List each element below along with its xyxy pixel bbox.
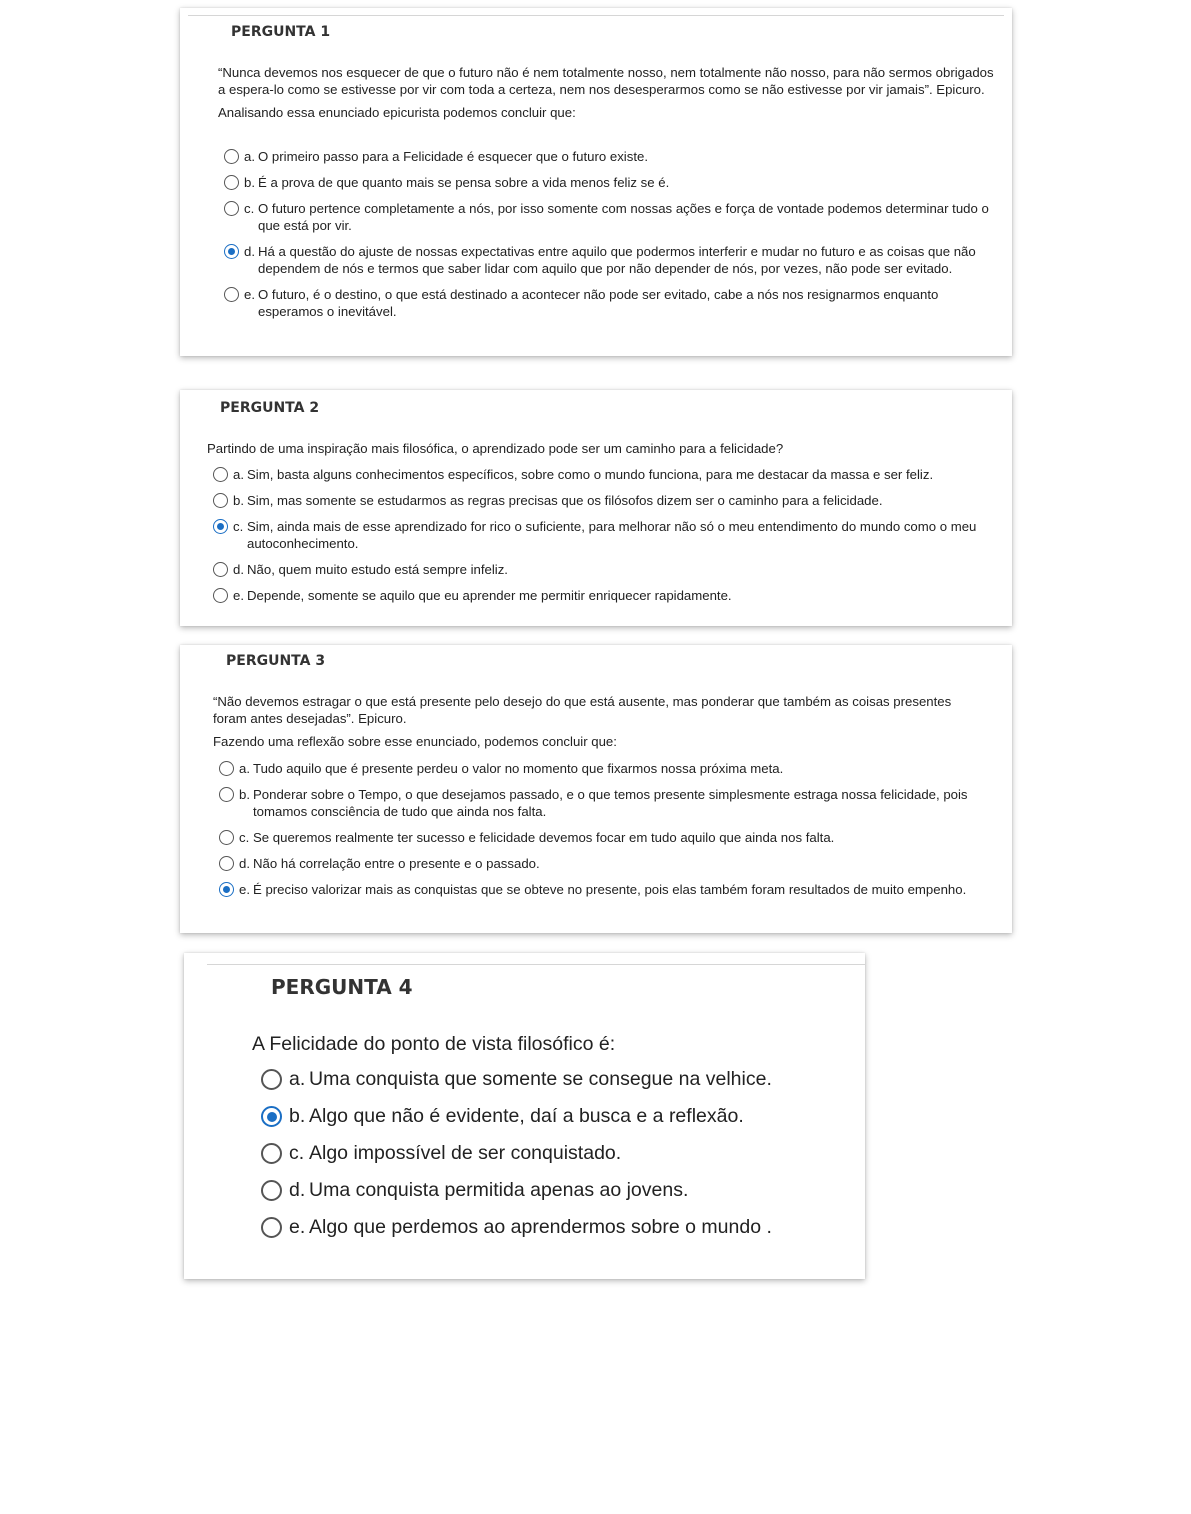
option-letter: a. — [289, 1068, 306, 1090]
radio-button-checked-icon[interactable] — [213, 519, 228, 534]
divider — [188, 15, 1004, 16]
question-card-1 — [180, 8, 1012, 356]
option-text: O primeiro passo para a Felicidade é esquecer que o futuro existe. — [258, 149, 648, 164]
option-letter: b. — [239, 787, 250, 802]
option-text: Algo que não é evidente, daí a busca e a reflexão. — [309, 1105, 744, 1127]
radio-button-icon[interactable] — [261, 1069, 282, 1090]
option-text: Algo impossível de ser conquistado. — [309, 1142, 622, 1164]
stem-paragraph: A Felicidade do ponto de vista filosófico é: — [252, 1033, 616, 1055]
radio-button-icon[interactable] — [213, 588, 228, 603]
option-letter: e. — [233, 588, 244, 603]
option-d[interactable] — [219, 855, 1004, 872]
radio-button-icon[interactable] — [261, 1180, 282, 1201]
option-text: Há a questão do ajuste de nossas expectativas entre aquilo que podermos interferir e mudar no futuro e as coisas que não dependem de nós e termos que saber lidar com aquilo que por não depender de nós, por vezes, não pode ser evitado. — [258, 244, 976, 276]
radio-button-icon[interactable] — [213, 493, 228, 508]
option-letter: d. — [233, 562, 244, 577]
option-text: Uma conquista permitida apenas ao jovens. — [309, 1179, 689, 1201]
option-letter: c. — [289, 1142, 305, 1164]
radio-button-icon[interactable] — [219, 856, 234, 871]
option-letter: a. — [244, 149, 255, 164]
stem-paragraph: Analisando essa enunciado epicurista podemos concluir que: — [218, 105, 576, 120]
option-letter: a. — [239, 761, 250, 776]
option-text: O futuro, é o destino, o que está destinado a acontecer não pode ser evitado, cabe a nós nos resignarmos enquanto esperamos o inevitável. — [258, 287, 939, 319]
stem-paragraph: “Nunca devemos nos esquecer de que o futuro não é nem totalmente nosso, nem totalmente não nosso, para não sermos obrigados a espera-lo como se estivesse por vir com toda a certeza, nem nos desesperarmos como se não estivesse por vir jamais”. Epicuro. — [218, 65, 994, 97]
option-text: É a prova de que quanto mais se pensa sobre a vida menos feliz se é. — [258, 175, 670, 190]
option-a[interactable] — [224, 148, 1000, 165]
stem-paragraph: “Não devemos estragar o que está presente pelo desejo do que está ausente, mas ponderar que também as coisas presentes foram antes desejadas”. Epicuro. — [213, 694, 952, 726]
radio-button-icon[interactable] — [224, 175, 239, 190]
option-text: Uma conquista que somente se consegue na velhice. — [309, 1068, 772, 1090]
option-letter: d. — [239, 856, 250, 871]
option-text: Tudo aquilo que é presente perdeu o valor no momento que fixarmos nossa próxima meta. — [253, 761, 784, 776]
option-letter: b. — [244, 175, 255, 190]
option-c[interactable] — [261, 1141, 851, 1165]
option-d[interactable] — [261, 1178, 851, 1202]
option-a[interactable] — [219, 760, 1004, 777]
question-card-4 — [184, 953, 865, 1279]
option-text: É preciso valorizar mais as conquistas que se obteve no presente, pois elas também foram resultados de muito empenho. — [253, 882, 967, 897]
options-list — [219, 760, 1004, 907]
option-letter: d. — [244, 244, 255, 259]
option-letter: a. — [233, 467, 244, 482]
option-letter: c. — [244, 201, 255, 216]
option-b[interactable] — [224, 174, 1000, 191]
option-c[interactable] — [219, 829, 1004, 846]
radio-button-checked-icon[interactable] — [261, 1106, 282, 1127]
radio-button-icon[interactable] — [261, 1143, 282, 1164]
question-card-2 — [180, 390, 1012, 626]
radio-button-icon[interactable] — [261, 1217, 282, 1238]
option-letter: e. — [289, 1216, 306, 1238]
option-text: O futuro pertence completamente a nós, por isso somente com nossas ações e força de vontade podemos determinar tudo o que está por vir. — [258, 201, 989, 233]
option-text: Se queremos realmente ter sucesso e felicidade devemos focar em tudo aquilo que ainda nos falta. — [253, 830, 835, 845]
option-e[interactable] — [213, 587, 998, 604]
question-title: PERGUNTA 2 — [220, 400, 320, 416]
radio-button-icon[interactable] — [224, 201, 239, 216]
question-card-3 — [180, 645, 1012, 933]
option-a[interactable] — [213, 466, 998, 483]
option-text: Ponderar sobre o Tempo, o que desejamos passado, e o que temos presente simplesmente estraga nossa felicidade, pois tomamos consciência de tudo que ainda nos falta. — [253, 787, 968, 819]
option-b[interactable] — [213, 492, 998, 509]
option-letter: e. — [239, 882, 250, 897]
stem-paragraph: Fazendo uma reflexão sobre esse enunciado, podemos concluir que: — [213, 734, 617, 749]
option-text: Sim, ainda mais de esse aprendizado for rico o suficiente, para melhorar não só o meu entendimento do mundo como o meu autoconhecimento. — [247, 519, 977, 551]
options-list — [224, 148, 1000, 329]
radio-button-icon[interactable] — [219, 830, 234, 845]
radio-button-icon[interactable] — [213, 467, 228, 482]
option-text: Não há correlação entre o presente e o passado. — [253, 856, 540, 871]
option-text: Depende, somente se aquilo que eu aprender me permitir enriquecer rapidamente. — [247, 588, 732, 603]
radio-button-icon[interactable] — [219, 761, 234, 776]
option-letter: c. — [233, 519, 244, 534]
stem-paragraph: Partindo de uma inspiração mais filosófica, o aprendizado pode ser um caminho para a felicidade? — [207, 441, 784, 456]
option-text: Sim, basta alguns conhecimentos específicos, sobre como o mundo funciona, para me destacar da massa e ser feliz. — [247, 467, 934, 482]
question-stem — [218, 64, 1003, 121]
question-stem — [207, 440, 997, 457]
options-list — [213, 466, 998, 613]
option-letter: b. — [289, 1105, 306, 1127]
option-letter: c. — [239, 830, 250, 845]
question-stem — [252, 1032, 852, 1056]
divider — [207, 964, 865, 965]
radio-button-checked-icon[interactable] — [224, 244, 239, 259]
option-letter: d. — [289, 1179, 306, 1201]
option-e[interactable] — [261, 1215, 851, 1239]
radio-button-checked-icon[interactable] — [219, 882, 234, 897]
radio-button-icon[interactable] — [213, 562, 228, 577]
option-text: Não, quem muito estudo está sempre infeliz. — [247, 562, 508, 577]
option-text: Sim, mas somente se estudarmos as regras precisas que os filósofos dizem ser o caminho para a felicidade. — [247, 493, 883, 508]
options-list — [261, 1067, 851, 1252]
question-title: PERGUNTA 1 — [231, 24, 331, 40]
radio-button-icon[interactable] — [219, 787, 234, 802]
radio-button-icon[interactable] — [224, 287, 239, 302]
option-letter: e. — [244, 287, 255, 302]
radio-button-icon[interactable] — [224, 149, 239, 164]
option-b[interactable] — [219, 786, 1004, 820]
question-title: PERGUNTA 3 — [226, 653, 326, 669]
option-letter: b. — [233, 493, 244, 508]
option-text: Algo que perdemos ao aprendermos sobre o mundo . — [309, 1216, 772, 1238]
option-e[interactable] — [224, 286, 1000, 320]
option-a[interactable] — [261, 1067, 851, 1091]
option-d[interactable] — [213, 561, 998, 578]
option-d[interactable] — [224, 243, 1000, 277]
question-title: PERGUNTA 4 — [271, 975, 413, 999]
option-e[interactable] — [219, 881, 1004, 898]
option-b[interactable] — [261, 1104, 851, 1128]
option-c[interactable] — [224, 200, 1000, 234]
question-stem — [213, 693, 973, 750]
option-c[interactable] — [213, 518, 998, 552]
